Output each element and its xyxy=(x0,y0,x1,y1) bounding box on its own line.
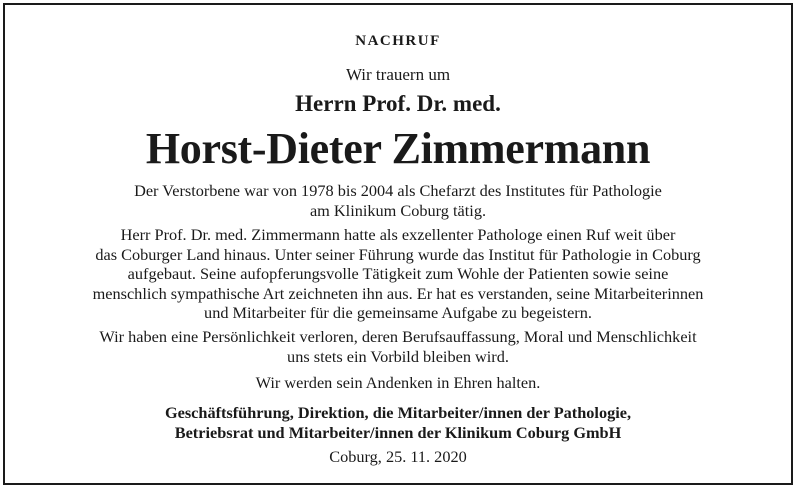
text-line: Der Verstorbene war von 1978 bis 2004 als Chefarzt des Institutes für Pathologie xyxy=(134,181,662,200)
text-line: am Klinikum Coburg tätig. xyxy=(309,200,487,220)
text-line: Wir haben eine Persönlichkeit verloren, deren Berufsauffassung, Moral und Menschlichkeit xyxy=(99,327,697,346)
notice-heading: NACHRUF xyxy=(355,33,441,49)
signatory-line: Geschäftsführung, Direktion, die Mitarbeiter/innen der Pathologie, xyxy=(164,403,632,422)
intro-text: Wir trauern um xyxy=(345,65,451,84)
signatories xyxy=(5,403,791,443)
text-line: aufgebaut. Seine aufopferungsvolle Tätigkeit zum Wohle der Patienten sowie seine xyxy=(127,264,669,283)
text-line: Herr Prof. Dr. med. Zimmermann hatte als exzellenter Pathologe einen Ruf weit über xyxy=(120,225,676,244)
obituary-notice xyxy=(3,3,793,485)
closing-text: Wir werden sein Andenken in Ehren halten. xyxy=(255,373,541,392)
signatory-line: Betriebsrat und Mitarbeiter/innen der Klinikum Coburg GmbH xyxy=(174,423,622,442)
text-line: das Coburger Land hinaus. Unter seiner Führung wurde das Institut für Pathologie in Coburg xyxy=(95,244,701,264)
place-date: Coburg, 25. 11. 2020 xyxy=(329,447,467,466)
deceased-name: Horst-Dieter Zimmermann xyxy=(145,124,651,173)
text-line: menschlich sympathische Art zeichneten ihn aus. Er hat es verstanden, seine Mitarbeiterinnen xyxy=(92,283,704,303)
text-line: und Mitarbeiter für die gemeinsame Aufgabe zu begeistern. xyxy=(204,303,592,322)
paragraph-tribute xyxy=(5,225,791,323)
paragraph-loss xyxy=(5,327,791,366)
honorific-title: Herrn Prof. Dr. med. xyxy=(295,91,501,116)
text-line: uns stets ein Vorbild bleiben wird. xyxy=(287,346,509,366)
paragraph-career xyxy=(5,181,791,220)
